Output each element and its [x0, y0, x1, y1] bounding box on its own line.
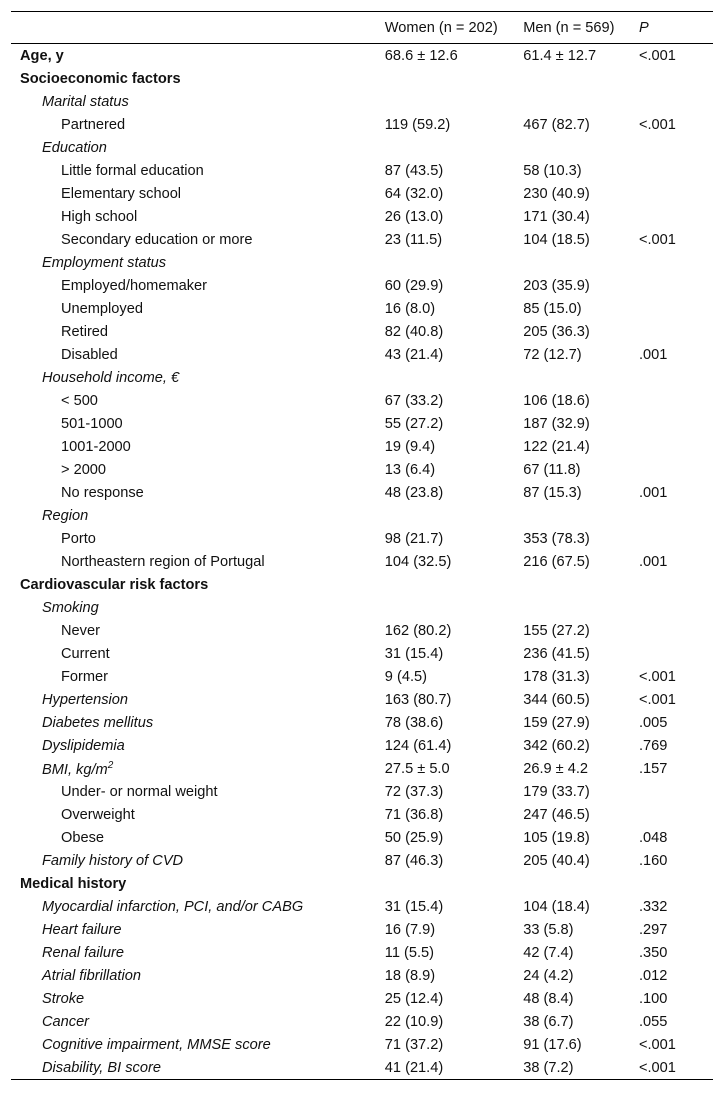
women-value: 71 (36.8) — [384, 806, 444, 823]
table-row — [11, 251, 713, 274]
table-row — [11, 826, 713, 849]
p-value: <.001 — [638, 47, 676, 64]
women-value: 104 (32.5) — [384, 553, 452, 570]
row-label-text: Northeastern region of Portugal — [61, 553, 265, 570]
men-value: 467 (82.7) — [523, 116, 590, 133]
women-value: 22 (10.9) — [384, 1013, 444, 1030]
men-value: 179 (33.7) — [523, 783, 590, 800]
men-value — [523, 872, 639, 895]
table-row — [11, 481, 713, 504]
p-value: .332 — [638, 898, 668, 915]
women-value: 13 (6.4) — [384, 461, 436, 478]
men-value: 187 (32.9) — [523, 415, 590, 432]
women-value — [385, 366, 523, 389]
men-value: 203 (35.9) — [523, 277, 590, 294]
women-value: 71 (37.2) — [384, 1036, 444, 1053]
men-value: 122 (21.4) — [523, 438, 590, 455]
row-label-text: < 500 — [61, 392, 98, 409]
women-value: 48 (23.8) — [384, 484, 444, 501]
row-label-text: Household income, € — [42, 369, 180, 386]
row-label-text: Cancer — [42, 1013, 90, 1030]
men-value: 106 (18.6) — [523, 392, 590, 409]
women-value: 68.6 ± 12.6 — [384, 47, 458, 64]
table-row — [11, 320, 713, 343]
row-label-text: Medical history — [20, 875, 127, 892]
men-value — [523, 366, 639, 389]
row-label-superscript: 2 — [107, 759, 114, 771]
p-value: <.001 — [638, 1059, 676, 1076]
men-value: 58 (10.3) — [523, 162, 582, 179]
women-value: 82 (40.8) — [384, 323, 444, 340]
table-row — [11, 895, 713, 918]
p-value — [639, 872, 713, 895]
p-value: .001 — [638, 553, 668, 570]
header-p-value: P — [638, 19, 649, 36]
p-value: .001 — [638, 346, 668, 363]
women-value: 163 (80.7) — [384, 691, 452, 708]
p-value: .157 — [638, 760, 668, 777]
men-value: 205 (40.4) — [523, 852, 590, 869]
women-value: 55 (27.2) — [384, 415, 444, 432]
row-label-text: Education — [42, 139, 107, 156]
women-value: 19 (9.4) — [384, 438, 436, 455]
women-value: 124 (61.4) — [384, 737, 452, 754]
women-value: 16 (7.9) — [384, 921, 436, 938]
row-label — [11, 44, 385, 68]
p-value — [639, 527, 713, 550]
p-value — [639, 389, 713, 412]
men-value: 344 (60.5) — [523, 691, 590, 708]
women-value: 25 (12.4) — [384, 990, 444, 1007]
table-body — [11, 44, 713, 1080]
women-value: 50 (25.9) — [384, 829, 444, 846]
women-value: 9 (4.5) — [384, 668, 427, 685]
table-row — [11, 550, 713, 573]
row-label — [11, 665, 385, 688]
table-container — [11, 11, 713, 1080]
row-label-text: Cardiovascular risk factors — [20, 576, 209, 593]
row-label — [11, 136, 385, 159]
p-value — [639, 297, 713, 320]
men-value — [523, 90, 639, 113]
row-label-text: Renal failure — [42, 944, 124, 961]
table-row — [11, 711, 713, 734]
women-value: 162 (80.2) — [384, 622, 452, 639]
row-label-text: Marital status — [42, 93, 129, 110]
row-label — [11, 803, 385, 826]
row-label-text: High school — [61, 208, 138, 225]
women-value — [385, 67, 523, 90]
row-label-text: Disabled — [61, 346, 118, 363]
table-row — [11, 918, 713, 941]
row-label — [11, 895, 385, 918]
men-value: 72 (12.7) — [523, 346, 582, 363]
men-value: 342 (60.2) — [523, 737, 590, 754]
row-label — [11, 734, 385, 757]
row-label-text: Partnered — [61, 116, 126, 133]
men-value: 104 (18.5) — [523, 231, 590, 248]
row-label-text: 1001-2000 — [61, 438, 131, 455]
row-label — [11, 182, 385, 205]
table-row — [11, 504, 713, 527]
p-value: <.001 — [638, 116, 676, 133]
row-label — [11, 849, 385, 872]
table-row — [11, 734, 713, 757]
p-value — [639, 780, 713, 803]
table-row — [11, 90, 713, 113]
men-value: 61.4 ± 12.7 — [523, 47, 597, 64]
row-label-text: Heart failure — [42, 921, 122, 938]
men-value: 171 (30.4) — [523, 208, 590, 225]
p-value: .005 — [638, 714, 668, 731]
p-value: <.001 — [638, 231, 676, 248]
header-characteristic — [11, 12, 385, 44]
row-label-text: Hypertension — [42, 691, 128, 708]
women-value: 31 (15.4) — [384, 645, 444, 662]
p-value — [639, 182, 713, 205]
men-value — [523, 67, 639, 90]
row-label-text: BMI, kg/m — [42, 761, 108, 778]
p-value — [639, 412, 713, 435]
p-value: <.001 — [638, 1036, 676, 1053]
women-value — [385, 573, 523, 596]
p-value — [639, 504, 713, 527]
row-label-text: Under- or normal weight — [61, 783, 218, 800]
table-row — [11, 642, 713, 665]
row-label-text: Elementary school — [61, 185, 182, 202]
row-label — [11, 90, 385, 113]
row-label — [11, 642, 385, 665]
table-header-row — [11, 12, 713, 44]
table-row — [11, 964, 713, 987]
p-value: <.001 — [638, 691, 676, 708]
table-row — [11, 1010, 713, 1033]
table-row — [11, 987, 713, 1010]
men-value: 155 (27.2) — [523, 622, 590, 639]
men-value: 42 (7.4) — [523, 944, 574, 961]
row-label-text: Myocardial infarction, PCI, and/or CABG — [42, 898, 304, 915]
table-row — [11, 297, 713, 320]
table-row — [11, 136, 713, 159]
row-label — [11, 596, 385, 619]
table-row — [11, 665, 713, 688]
p-value — [639, 642, 713, 665]
row-label — [11, 343, 385, 366]
row-label-text: Employment status — [42, 254, 167, 271]
row-label — [11, 113, 385, 136]
table-row — [11, 159, 713, 182]
row-label — [11, 320, 385, 343]
women-value: 60 (29.9) — [384, 277, 444, 294]
row-label-text: 501-1000 — [61, 415, 123, 432]
row-label-text: Dyslipidemia — [42, 737, 125, 754]
p-value — [639, 320, 713, 343]
table-row — [11, 389, 713, 412]
table-row — [11, 44, 713, 68]
p-value: .055 — [638, 1013, 668, 1030]
row-label — [11, 297, 385, 320]
row-label — [11, 481, 385, 504]
men-value: 230 (40.9) — [523, 185, 590, 202]
row-label-text: Unemployed — [61, 300, 143, 317]
row-label-text: Age, y — [20, 47, 64, 64]
row-label — [11, 504, 385, 527]
p-value — [639, 90, 713, 113]
table-row — [11, 757, 713, 780]
women-value: 27.5 ± 5.0 — [384, 760, 450, 777]
table-row — [11, 182, 713, 205]
men-value: 87 (15.3) — [523, 484, 582, 501]
men-value: 105 (19.8) — [523, 829, 590, 846]
row-label — [11, 757, 385, 780]
row-label — [11, 458, 385, 481]
men-value: 159 (27.9) — [523, 714, 590, 731]
women-value: 16 (8.0) — [384, 300, 436, 317]
table-row — [11, 1056, 713, 1080]
table-row — [11, 596, 713, 619]
row-label — [11, 826, 385, 849]
row-label-text: Employed/homemaker — [61, 277, 208, 294]
row-label — [11, 1033, 385, 1056]
p-value: .160 — [638, 852, 668, 869]
row-label — [11, 67, 385, 90]
men-value: 216 (67.5) — [523, 553, 590, 570]
p-value — [639, 458, 713, 481]
row-label-text: Disability, BI score — [42, 1059, 161, 1076]
row-label-text: Former — [61, 668, 109, 685]
table-row — [11, 872, 713, 895]
table-row — [11, 274, 713, 297]
p-value: .297 — [638, 921, 668, 938]
women-value — [385, 504, 523, 527]
women-value: 98 (21.7) — [384, 530, 444, 547]
row-label — [11, 389, 385, 412]
table-row — [11, 343, 713, 366]
table-row — [11, 619, 713, 642]
row-label-text: Obese — [61, 829, 104, 846]
men-value: 353 (78.3) — [523, 530, 590, 547]
row-label — [11, 251, 385, 274]
table-row — [11, 941, 713, 964]
table-row — [11, 803, 713, 826]
row-label-text: Overweight — [61, 806, 135, 823]
table-row — [11, 205, 713, 228]
row-label — [11, 412, 385, 435]
row-label — [11, 780, 385, 803]
men-value: 48 (8.4) — [523, 990, 574, 1007]
table-row — [11, 527, 713, 550]
p-value — [639, 205, 713, 228]
men-value: 236 (41.5) — [523, 645, 590, 662]
women-value: 119 (59.2) — [384, 116, 451, 133]
women-value — [385, 872, 523, 895]
men-value: 38 (7.2) — [523, 1059, 574, 1076]
row-label — [11, 274, 385, 297]
row-label-text: Socioeconomic factors — [20, 70, 181, 87]
row-label-text: Porto — [61, 530, 96, 547]
p-value: .100 — [638, 990, 668, 1007]
women-value — [385, 90, 523, 113]
p-value — [639, 435, 713, 458]
table-row — [11, 412, 713, 435]
row-label — [11, 918, 385, 941]
row-label — [11, 987, 385, 1010]
women-value: 26 (13.0) — [384, 208, 444, 225]
table-row — [11, 366, 713, 389]
men-value: 26.9 ± 4.2 — [523, 760, 589, 777]
row-label — [11, 872, 385, 895]
men-value — [523, 596, 639, 619]
row-label — [11, 619, 385, 642]
men-value — [523, 573, 639, 596]
table-row — [11, 67, 713, 90]
p-value — [639, 67, 713, 90]
women-value: 87 (46.3) — [384, 852, 444, 869]
men-value: 247 (46.5) — [523, 806, 590, 823]
women-value: 87 (43.5) — [384, 162, 444, 179]
row-label-text: Stroke — [42, 990, 85, 1007]
row-label — [11, 550, 385, 573]
row-label-text: Secondary education or more — [61, 231, 253, 248]
row-label-text: Family history of CVD — [42, 852, 184, 869]
characteristics-table — [11, 11, 713, 1080]
p-value — [639, 251, 713, 274]
women-value: 18 (8.9) — [384, 967, 436, 984]
row-label-text: Never — [61, 622, 100, 639]
row-label — [11, 1056, 385, 1080]
row-label-text: Region — [42, 507, 89, 524]
row-label — [11, 205, 385, 228]
table-row — [11, 458, 713, 481]
row-label-text: > 2000 — [61, 461, 107, 478]
row-label — [11, 159, 385, 182]
women-value — [385, 251, 523, 274]
p-value — [639, 596, 713, 619]
row-label-text: Atrial fibrillation — [42, 967, 141, 984]
row-label-text: Retired — [61, 323, 109, 340]
table-row — [11, 688, 713, 711]
p-value: .001 — [638, 484, 668, 501]
women-value — [385, 596, 523, 619]
men-value: 104 (18.4) — [523, 898, 590, 915]
table-row — [11, 573, 713, 596]
row-label — [11, 527, 385, 550]
row-label — [11, 228, 385, 251]
row-label-text: Smoking — [42, 599, 99, 616]
table-row — [11, 849, 713, 872]
men-value: 67 (11.8) — [523, 461, 581, 478]
p-value: .012 — [638, 967, 668, 984]
table-row — [11, 435, 713, 458]
row-label-text: Current — [61, 645, 110, 662]
men-value: 38 (6.7) — [523, 1013, 574, 1030]
p-value: .769 — [638, 737, 668, 754]
p-value — [639, 366, 713, 389]
table-row — [11, 113, 713, 136]
men-value: 33 (5.8) — [523, 921, 574, 938]
women-value: 43 (21.4) — [384, 346, 444, 363]
p-value — [639, 274, 713, 297]
men-value: 24 (4.2) — [523, 967, 574, 984]
row-label — [11, 711, 385, 734]
p-value: .048 — [638, 829, 668, 846]
women-value: 64 (32.0) — [384, 185, 444, 202]
men-value — [523, 251, 639, 274]
p-value: .350 — [638, 944, 668, 961]
table-row — [11, 228, 713, 251]
table-row — [11, 1033, 713, 1056]
men-value: 91 (17.6) — [523, 1036, 582, 1053]
header-women: Women (n = 202) — [384, 19, 498, 36]
row-label — [11, 1010, 385, 1033]
men-value: 178 (31.3) — [523, 668, 590, 685]
p-value: <.001 — [638, 668, 676, 685]
row-label — [11, 366, 385, 389]
header-men: Men (n = 569) — [523, 19, 615, 36]
p-value — [639, 573, 713, 596]
row-label — [11, 688, 385, 711]
row-label — [11, 941, 385, 964]
women-value — [385, 136, 523, 159]
p-value — [639, 619, 713, 642]
men-value — [523, 136, 639, 159]
women-value: 23 (11.5) — [384, 231, 443, 248]
women-value: 78 (38.6) — [384, 714, 444, 731]
women-value: 67 (33.2) — [384, 392, 444, 409]
men-value: 205 (36.3) — [523, 323, 590, 340]
table-row — [11, 780, 713, 803]
row-label-text: No response — [61, 484, 144, 501]
women-value: 41 (21.4) — [384, 1059, 444, 1076]
row-label — [11, 573, 385, 596]
p-value — [639, 136, 713, 159]
row-label-text: Cognitive impairment, MMSE score — [42, 1036, 271, 1053]
women-value: 11 (5.5) — [384, 944, 435, 961]
row-label-text: Diabetes mellitus — [42, 714, 154, 731]
p-value — [639, 159, 713, 182]
men-value — [523, 504, 639, 527]
row-label — [11, 964, 385, 987]
men-value: 85 (15.0) — [523, 300, 582, 317]
women-value: 72 (37.3) — [384, 783, 444, 800]
women-value: 31 (15.4) — [384, 898, 444, 915]
p-value — [639, 803, 713, 826]
row-label-text: Little formal education — [61, 162, 204, 179]
row-label — [11, 435, 385, 458]
